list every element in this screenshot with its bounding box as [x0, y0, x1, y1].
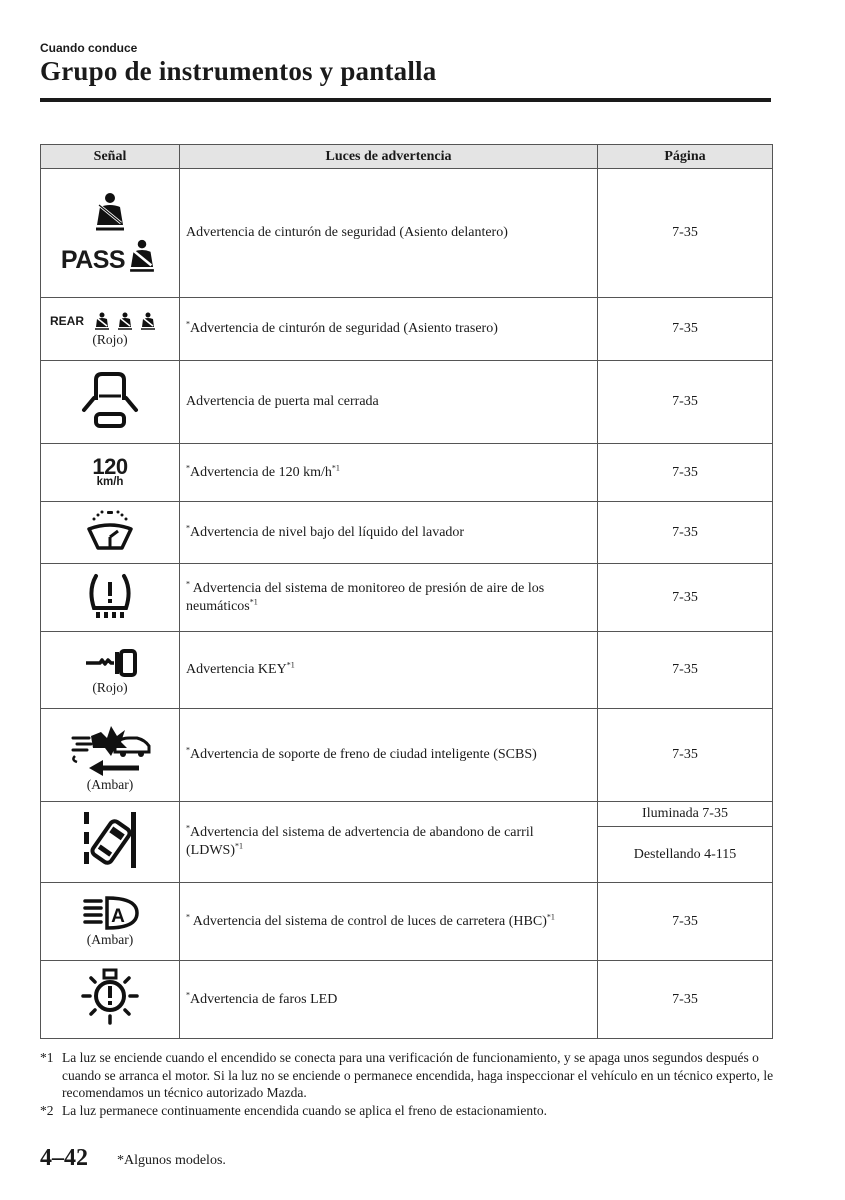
- table-row: [41, 361, 773, 444]
- description-cell: [180, 444, 598, 502]
- footnote-ref: *1: [235, 841, 243, 851]
- table-row: [41, 502, 773, 564]
- description-cell: [180, 502, 598, 564]
- page-cell: 7-35: [598, 709, 773, 802]
- speed-unit: km/h: [96, 476, 124, 488]
- optional-mark: *: [186, 319, 190, 329]
- optional-mark: *: [186, 578, 190, 588]
- description-cell: [180, 709, 598, 802]
- lane-departure-icon: [80, 808, 140, 872]
- warning-description: Advertencia del sistema de control de luces de carretera (HBC): [190, 913, 547, 929]
- signal-color-note: (Rojo): [92, 331, 128, 347]
- signal-cell: [41, 632, 180, 709]
- table-row: [41, 564, 773, 632]
- footnote: [40, 1102, 780, 1120]
- footnote-mark: *1: [40, 1050, 54, 1065]
- description-cell: [180, 883, 598, 961]
- title-rule: [40, 98, 771, 102]
- page-cell: 7-35: [598, 444, 773, 502]
- warning-lights-table: [40, 144, 773, 1039]
- table-header-row: [41, 145, 773, 169]
- signal-cell: [41, 502, 180, 564]
- page-cell-flash: Destellando 4-115: [598, 827, 773, 883]
- high-beam-control-icon: [81, 895, 139, 931]
- tire-pressure-icon: [84, 570, 136, 620]
- description-cell: [180, 298, 598, 361]
- footnotes: [40, 1049, 780, 1119]
- warning-description: Advertencia del sistema de advertencia de abandono de carril (LDWS): [186, 825, 534, 858]
- footnote-text: La luz permanece continuamente encendida cuando se aplica el freno de estacionamiento.: [62, 1102, 548, 1118]
- footnote-ref: *1: [546, 911, 555, 921]
- table-row: [41, 169, 773, 298]
- door-ajar-icon: [80, 370, 140, 430]
- table-row: [41, 961, 773, 1039]
- page-cell: 7-35: [598, 961, 773, 1039]
- signal-cell: [41, 169, 180, 298]
- table-row: [41, 709, 773, 802]
- page-cell: 7-35: [598, 632, 773, 709]
- warning-description: Advertencia de cinturón de seguridad (Asiento delantero): [186, 225, 508, 240]
- description-cell: [180, 961, 598, 1039]
- page-cell: 7-35: [598, 883, 773, 961]
- warning-description: Advertencia de cinturón de seguridad (Asiento trasero): [190, 321, 498, 336]
- optional-mark: *: [186, 745, 190, 755]
- speed-120-icon: [41, 454, 179, 488]
- signal-cell: [41, 883, 180, 961]
- page-number: 4–42: [40, 1145, 88, 1171]
- models-note: *Algunos modelos.: [117, 1153, 226, 1168]
- signal-cell: [41, 802, 180, 883]
- footnote-ref: *1: [331, 462, 340, 472]
- optional-mark: *: [186, 522, 190, 532]
- optional-mark: *: [186, 911, 190, 921]
- footnote-mark: *2: [40, 1102, 54, 1118]
- page-title: Grupo de instrumentos y pantalla: [40, 56, 437, 86]
- page-cell-lit: Iluminada 7-35: [598, 802, 773, 827]
- rear-seatbelt-icon: [90, 311, 160, 331]
- warning-description: Advertencia de soporte de freno de ciudad inteligente (SCBS): [190, 747, 537, 762]
- pass-label: PASS: [60, 246, 126, 274]
- signal-cell: [41, 709, 180, 802]
- warning-description: Advertencia de puerta mal cerrada: [186, 394, 379, 409]
- table-row: [41, 444, 773, 502]
- page-cell: 7-35: [598, 502, 773, 564]
- signal-color-note: (Ambar): [86, 932, 134, 947]
- signal-cell: [41, 961, 180, 1039]
- led-headlight-icon: [79, 968, 141, 1026]
- seatbelt-pass-icon: [125, 237, 159, 275]
- optional-mark: *: [186, 462, 190, 472]
- description-cell: [180, 169, 598, 298]
- footnote-ref: *1: [249, 596, 258, 606]
- table-row: [41, 298, 773, 361]
- scbs-icon: [67, 718, 153, 776]
- page-cell: 7-35: [598, 361, 773, 444]
- warning-description: Advertencia de 120 km/h: [190, 464, 332, 480]
- footnote: [40, 1049, 780, 1102]
- warning-description: Advertencia de faros LED: [190, 991, 338, 1007]
- header-page: Página: [598, 145, 773, 169]
- svg-text:A: A: [111, 906, 125, 927]
- table-row: [41, 632, 773, 709]
- key-warning-icon: [82, 645, 138, 679]
- warning-description: Advertencia de nivel bajo del líquido del lavador: [190, 524, 465, 540]
- signal-color-note: (Ambar): [86, 776, 134, 792]
- description-cell: [180, 361, 598, 444]
- section-label: Cuando conduce: [40, 41, 138, 55]
- footnote-ref: *1: [286, 660, 295, 670]
- signal-cell: [41, 564, 180, 632]
- header-signal: Señal: [41, 145, 180, 169]
- page-cell: 7-35: [598, 169, 773, 298]
- optional-mark: *: [186, 823, 190, 833]
- description-cell: [180, 632, 598, 709]
- rear-label: REAR: [49, 313, 84, 328]
- signal-cell: [41, 298, 180, 361]
- signal-cell: [41, 444, 180, 502]
- page-cell: 7-35: [598, 298, 773, 361]
- seatbelt-icon: [90, 191, 130, 233]
- signal-cell: [41, 361, 180, 444]
- table-row: [41, 883, 773, 961]
- signal-color-note: (Rojo): [92, 679, 128, 695]
- footnote-text: La luz se enciende cuando el encendido se conecta para una verificación de funcionamiento, y se apaga unos segundos después o cuando se arranca el motor. Si la luz no se enciende o permanece encendida, haga inspeccionar el vehículo en un técnico experto, le recomendamos un técnico autorizado Mazda.: [62, 1050, 774, 1100]
- speed-value: 120: [92, 454, 128, 479]
- description-cell: [180, 564, 598, 632]
- optional-mark: *: [186, 989, 190, 999]
- table-row: [41, 802, 773, 827]
- description-cell: [180, 802, 598, 883]
- header-warning-lights: Luces de advertencia: [180, 145, 598, 169]
- warning-description: Advertencia KEY: [186, 662, 287, 677]
- washer-fluid-icon: [84, 509, 136, 551]
- page-cell: 7-35: [598, 564, 773, 632]
- warning-description: Advertencia del sistema de monitoreo de presión de aire de los neumáticos: [186, 580, 545, 614]
